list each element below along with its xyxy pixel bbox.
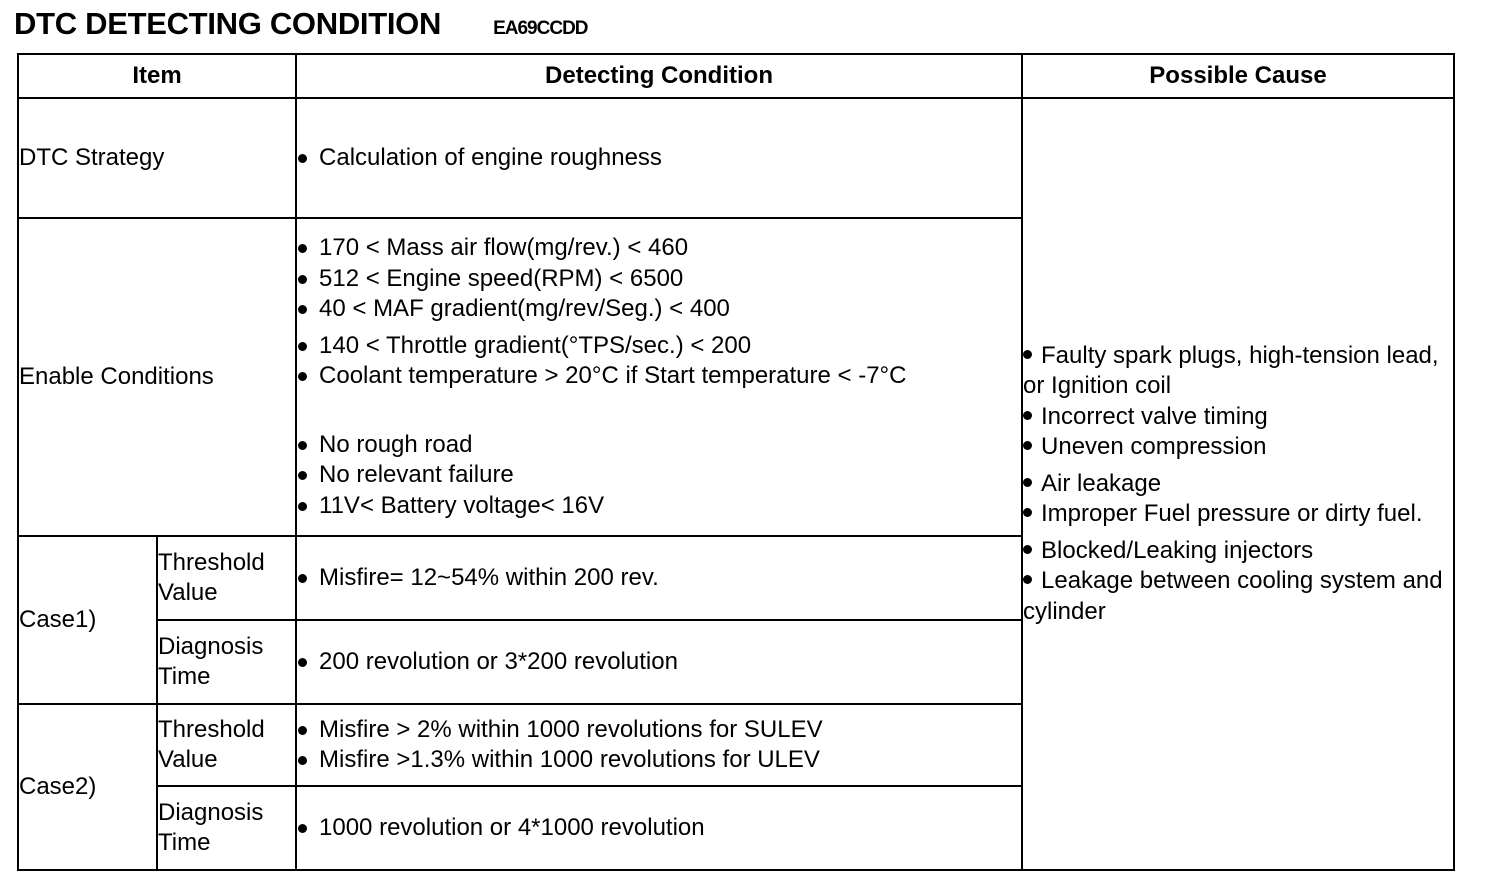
bullet-icon	[1023, 350, 1032, 359]
table-row-dtc-strategy	[18, 98, 1454, 218]
list-item: 140 < Throttle gradient(°TPS/sec.) < 200	[297, 331, 1021, 362]
list-item: 11V< Battery voltage< 16V	[297, 491, 1021, 522]
list-item: Air leakage	[1023, 469, 1453, 500]
header-possible-cause: Possible Cause	[1022, 54, 1454, 98]
list-item: Improper Fuel pressure or dirty fuel.	[1023, 499, 1453, 530]
header-detecting-condition: Detecting Condition	[296, 54, 1022, 98]
table-header-row	[18, 54, 1454, 98]
condition-case1-threshold	[296, 536, 1022, 620]
list-item: Incorrect valve timing	[1023, 402, 1453, 433]
dtc-condition-table	[17, 53, 1455, 871]
bullet-icon	[1023, 478, 1032, 487]
bullet-icon	[1023, 575, 1032, 584]
bullet-icon	[1023, 545, 1032, 554]
bullet-icon	[1023, 411, 1032, 420]
list-item: No relevant failure	[297, 460, 1021, 491]
list-item: Blocked/Leaking injectors	[1023, 536, 1453, 567]
condition-dtc-strategy	[296, 98, 1022, 218]
bullet-icon	[1023, 441, 1032, 450]
list-item: 40 < MAF gradient(mg/rev/Seg.) < 400	[297, 294, 1021, 325]
condition-case2-time	[296, 786, 1022, 870]
bullet-icon	[1023, 508, 1032, 517]
document-header	[14, 6, 588, 48]
document-title: DTC DETECTING CONDITION	[14, 6, 442, 41]
list-item: Misfire= 12~54% within 200 rev.	[297, 563, 1021, 594]
list-item: 512 < Engine speed(RPM) < 6500	[297, 264, 1021, 295]
list-item: 200 revolution or 3*200 revolution	[297, 647, 1021, 678]
list-item: Leakage between cooling system and cylinder	[1023, 567, 1443, 625]
list-item: Misfire > 2% within 1000 revolutions for SULEV	[297, 715, 1021, 746]
list-item: 170 < Mass air flow(mg/rev.) < 460	[297, 233, 1021, 264]
header-item: Item	[18, 54, 296, 98]
list-item: 1000 revolution or 4*1000 revolution	[297, 813, 1021, 844]
document-code: EA69CCDD	[493, 18, 588, 39]
item-enable-conditions: Enable Conditions	[18, 218, 296, 536]
list-item: Uneven compression	[1023, 432, 1453, 463]
subitem-case2-time: Diagnosis Time	[157, 786, 296, 870]
list-item: Calculation of engine roughness	[297, 143, 1021, 174]
list-item: Faulty spark plugs, high-tension lead, or Ignition coil	[1023, 341, 1439, 400]
subitem-case2-threshold: Threshold Value	[157, 704, 296, 786]
list-item: No rough road	[297, 430, 1021, 461]
item-dtc-strategy: DTC Strategy	[18, 98, 296, 218]
condition-enable-conditions	[296, 218, 1022, 536]
possible-cause-list	[1023, 341, 1453, 628]
subitem-case1-time: Diagnosis Time	[157, 620, 296, 704]
condition-case2-threshold	[296, 704, 1022, 786]
item-case2: Case2)	[18, 704, 157, 870]
subitem-case1-threshold: Threshold Value	[157, 536, 296, 620]
list-item: Misfire >1.3% within 1000 revolutions for ULEV	[297, 745, 1021, 776]
list-item: Coolant temperature > 20°C if Start temperature < -7°C	[297, 361, 1021, 392]
item-case1: Case1)	[18, 536, 157, 704]
possible-cause-cell	[1022, 98, 1454, 870]
condition-case1-time	[296, 620, 1022, 704]
